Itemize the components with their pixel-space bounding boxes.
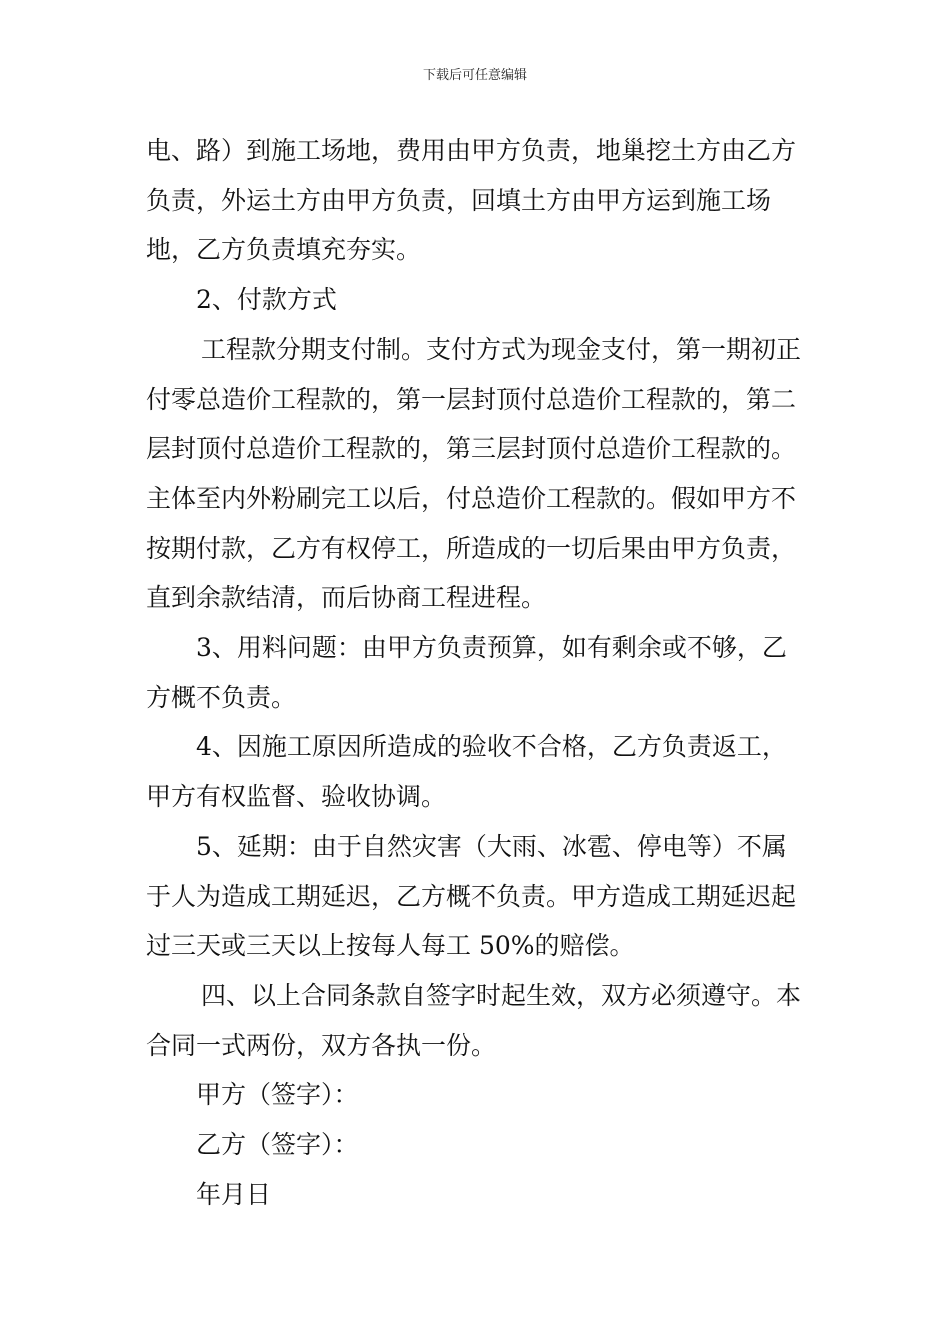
document-body [146,126,808,1219]
signature-party-a: 甲方（签字）： [196,1080,359,1110]
paragraph-effectiveness: 四、以上合同条款自签字时起生效，双方必须遵守。本合同一式两份，双方各执一份。 [146,980,802,1060]
paragraph-delay: 5、延期：由于自然灾害（大雨、冰雹、停电等）不属于人为造成工期延迟，乙方概不负责。甲方造成工期延迟起过三天或三天以上按每人每工 50%的赔偿。 [146,831,797,961]
paragraph-materials: 3、用料问题：由甲方负责预算，如有剩余或不够，乙方概不负责。 [146,633,787,712]
signature-party-b: 乙方（签字）： [196,1130,359,1160]
paragraph-rework: 4、因施工原因所造成的验收不合格，乙方负责返工，甲方有权监督、验收协调。 [146,732,787,812]
page-header-note: 下载后可任意编辑 [422,68,527,83]
paragraph-payment-terms: 工程款分期支付制。支付方式为现金支付，第一期初正付零总造价工程款的，第一层封顶付总造价工程款的，第二层封顶付总造价工程款的，第三层封顶付总造价工程款的。主体至内外粉刷完工以后，付总造价工程款的。假如甲方不按期付款，乙方有权停工，所造成的一切后果由甲方负责，直到余款结清，而后协商工程进程。 [146,334,802,613]
paragraph-site-costs: 电、路）到施工场地，费用由甲方负责，地巢挖土方由乙方负责，外运土方由甲方负责，回填土方由甲方运到施工场地，乙方负责填充夯实。 [146,136,797,265]
signature-date: 年月日 [196,1179,272,1209]
heading-payment-method: 2、付款方式 [196,285,337,315]
